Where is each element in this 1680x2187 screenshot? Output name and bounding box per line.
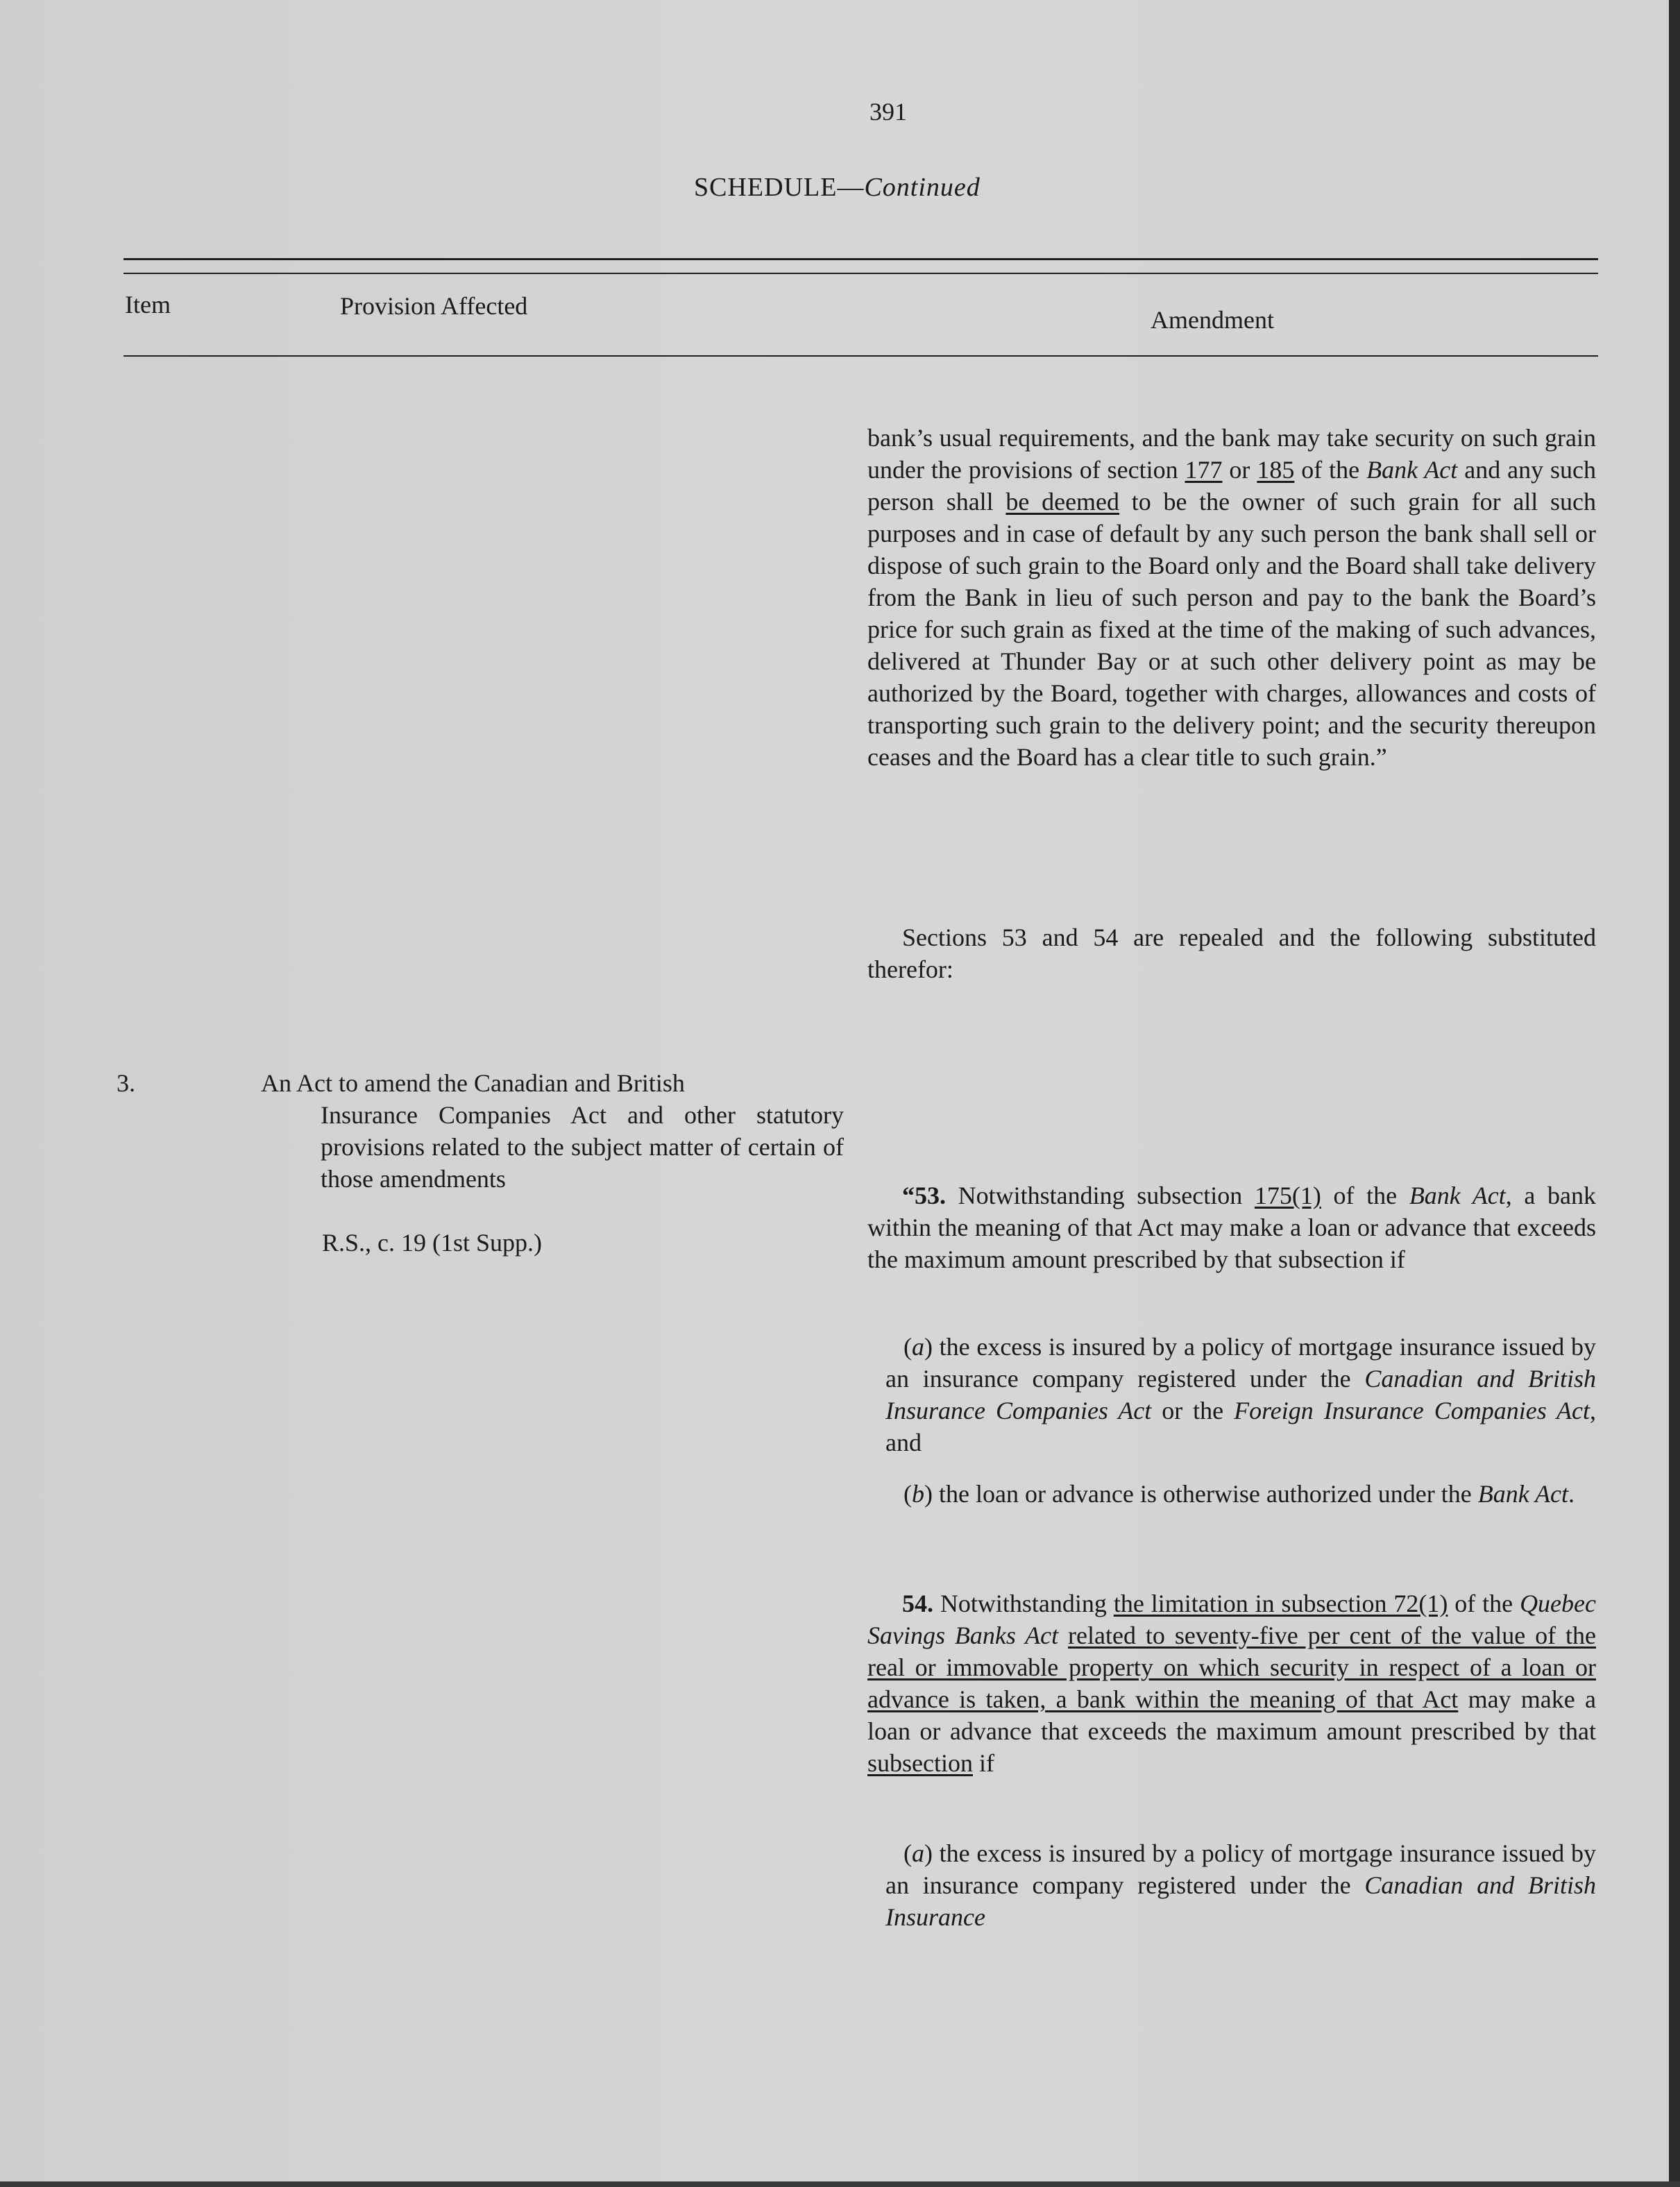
page-edge-shadow	[1669, 0, 1680, 2187]
column-header-provision: Provision Affected	[340, 292, 528, 320]
header-rule-top	[124, 258, 1598, 260]
provision-reference: R.S., c. 19 (1st Supp.)	[322, 1229, 543, 1257]
schedule-title: SCHEDULE—Continued	[694, 173, 981, 202]
provision-first-line: An Act to amend the Canadian and British	[261, 1069, 685, 1097]
amendment-paragraph: bank’s usual requirements, and the bank may take security on such grain under the provisions of section 177 or 185 of the Bank Act and any such person shall be deemed to be the owner of such grain for all such purposes and in case of default by any such person the bank shall sell or dispose of such grain to the Board only and the Board shall take delivery from the Bank in lieu of such person and pay to the bank the Board’s price for such grain as fixed at the time of the making of such advances, delivered at Thunder Bay or at such other delivery point as may be authorized by the Board, together with charges, allowances and costs of transporting such grain to the delivery point; and the security thereupon ceases and the Board has a clear title to such grain.”	[867, 424, 1597, 771]
item-number: 3.	[117, 1069, 135, 1097]
section-54-clause-a: (a) the excess is insured by a policy of mortgage insurance issued by an insurance company registered under the Canadian and British Insurance	[885, 1839, 1597, 1931]
amendment-instruction: Sections 53 and 54 are repealed and the following substituted therefor:	[867, 924, 1596, 983]
header-rule-second	[124, 273, 1598, 274]
column-header-amendment: Amendment	[1151, 306, 1274, 334]
provision-affected	[261, 1067, 844, 1195]
page-bottom-edge	[0, 2181, 1680, 2187]
page-number: 391	[869, 98, 907, 126]
header-rule-bottom	[124, 355, 1598, 357]
section-53-clause-b: (b) the loan or advance is otherwise authorized under the Bank Act.	[903, 1480, 1575, 1508]
column-header-item: Item	[125, 291, 171, 318]
section-53: “53. Notwithstanding subsection 175(1) of the Bank Act, a bank within the meaning of that Act may make a loan or advance that exceeds the maximum amount prescribed by that subsection if	[867, 1182, 1596, 1273]
section-53-clause-a: (a) the excess is insured by a policy of mortgage insurance issued by an insurance company registered under the Canadian and British Insurance Companies Act or the Foreign Insurance Companies Act, and	[885, 1333, 1597, 1456]
section-54: 54. Notwithstanding the limitation in subsection 72(1) of the Quebec Savings Banks Act related to seventy-five per cent of the value of the real or immovable property on which security in respect of a loan or advance is taken, a bank within the meaning of that Act may make a loan or advance that exceeds the maximum amount prescribed by that subsection if	[867, 1590, 1596, 1777]
provision-continuation: Insurance Companies Act and other statutory provisions related to the subject matter of certain of those amendments	[321, 1101, 844, 1193]
